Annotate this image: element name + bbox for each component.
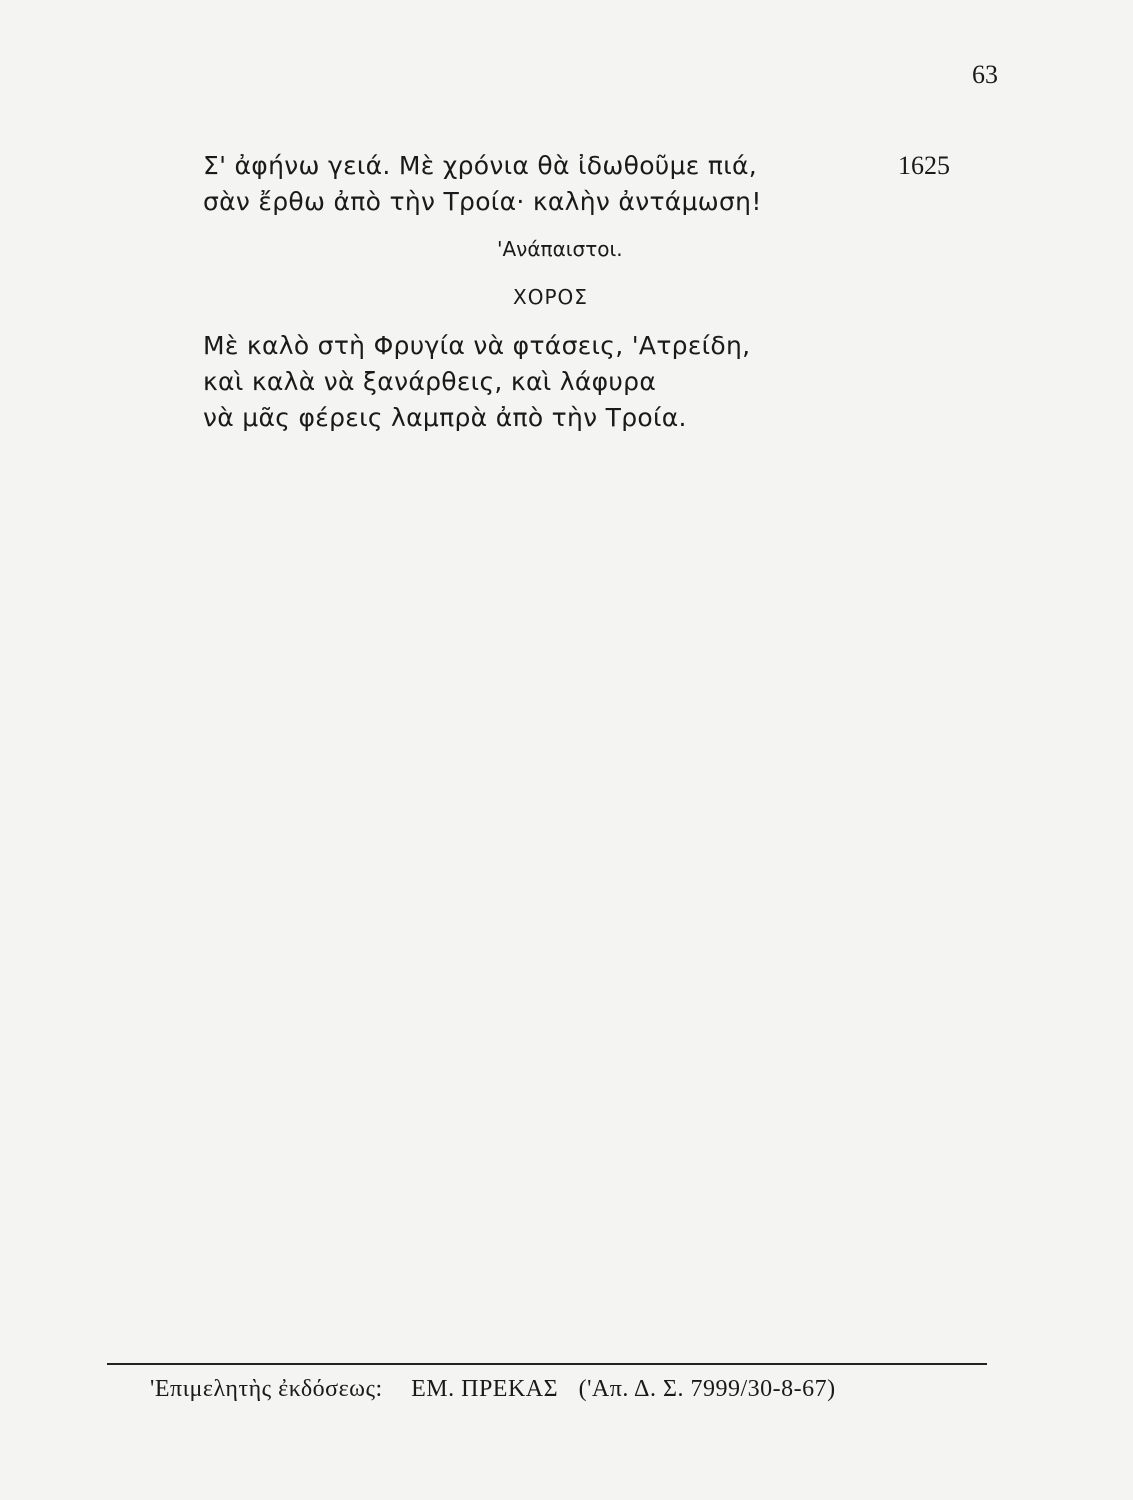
chorus-speaker: ΧΟΡΟΣ (513, 285, 588, 309)
footer-editor-label: 'Επιμελητὴς ἐκδόσεως: (150, 1376, 383, 1402)
footer-editor-name: ΕΜ. ΠΡΕΚΑΣ (411, 1376, 559, 1402)
verse-line-2: σὰν ἔρθω ἀπὸ τὴν Τροία· καλὴν ἀντάμωση! (203, 187, 762, 216)
line-number: 1625 (898, 151, 950, 180)
verse-line-1: Σ' ἀφήνω γειά. Μὲ χρόνια θὰ ἰδωθοῦμε πιά, (203, 151, 757, 180)
footer (150, 1374, 836, 1404)
chorus-line-1: Μὲ καλὸ στὴ Φρυγία νὰ φτάσεις, 'Ατρείδη, (203, 331, 751, 360)
footer-reference: ('Απ. Δ. Σ. 7999/30-8-67) (578, 1376, 836, 1402)
chorus-line-2: καὶ καλὰ νὰ ξανάρθεις, καὶ λάφυρα (203, 367, 657, 396)
page-number: 63 (972, 60, 998, 89)
chorus-line-3: νὰ μᾶς φέρεις λαμπρὰ ἀπὸ τὴν Τροία. (203, 403, 687, 432)
meter-label: 'Ανάπαιστοι. (497, 237, 623, 261)
footer-rule (107, 1363, 987, 1365)
